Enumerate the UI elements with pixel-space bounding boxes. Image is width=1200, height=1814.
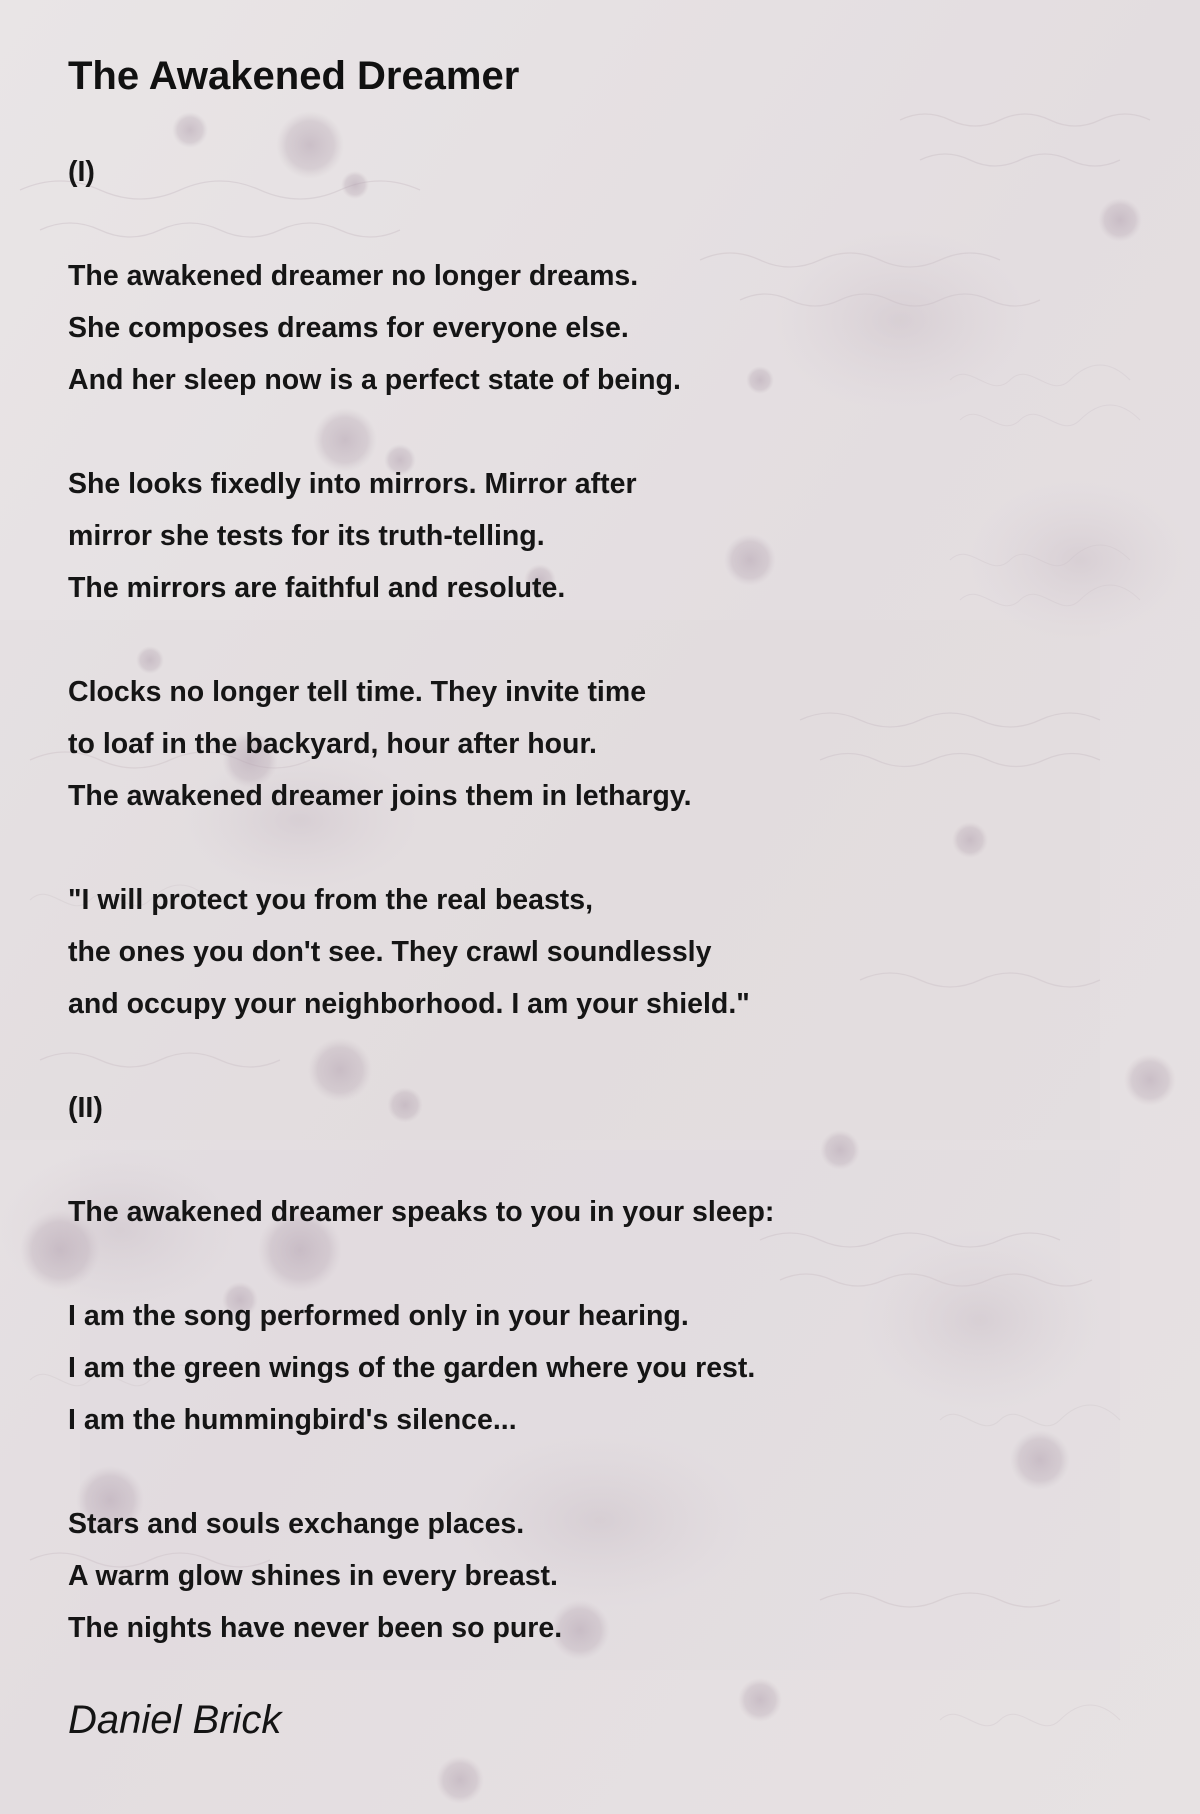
stanza-break [68, 1238, 1128, 1290]
poem-author: Daniel Brick [68, 1698, 282, 1742]
poem-line: to loaf in the backyard, hour after hour. [68, 728, 597, 760]
poem-line: the ones you don't see. They crawl soundlessly [68, 936, 712, 968]
poem-line: The nights have never been so pure. [68, 1612, 563, 1644]
stanza-break [68, 406, 1128, 458]
poem-body [68, 146, 1128, 1654]
poem-line: She looks fixedly into mirrors. Mirror after [68, 468, 637, 500]
stanza-break [68, 1446, 1128, 1498]
poem-line: I am the green wings of the garden where you rest. [68, 1352, 756, 1384]
poem-line: I am the song performed only in your hearing. [68, 1300, 689, 1332]
poem-line: and occupy your neighborhood. I am your shield." [68, 988, 750, 1020]
poem-line: The awakened dreamer joins them in lethargy. [68, 780, 692, 812]
poem-line: She composes dreams for everyone else. [68, 312, 629, 344]
stanza-break [68, 614, 1128, 666]
stanza-break [68, 198, 1128, 250]
stanza-break [68, 1134, 1128, 1186]
poem-line: Stars and souls exchange places. [68, 1508, 525, 1540]
poem-container [68, 50, 1128, 1745]
poem-line: (II) [68, 1092, 103, 1124]
poem-title: The Awakened Dreamer [68, 54, 520, 98]
poem-line: A warm glow shines in every breast. [68, 1560, 558, 1592]
poem-line: Clocks no longer tell time. They invite time [68, 676, 647, 708]
poem-line: I am the hummingbird's silence... [68, 1404, 517, 1436]
poem-line: "I will protect you from the real beasts, [68, 884, 594, 916]
poem-line: The awakened dreamer no longer dreams. [68, 260, 639, 292]
poem-line: mirror she tests for its truth-telling. [68, 520, 545, 552]
poem-line: (I) [68, 156, 95, 188]
poem-line: The mirrors are faithful and resolute. [68, 572, 566, 604]
poem-line: The awakened dreamer speaks to you in your sleep: [68, 1196, 775, 1228]
stanza-break [68, 1030, 1128, 1082]
poem-line: And her sleep now is a perfect state of being. [68, 364, 681, 396]
stanza-break [68, 822, 1128, 874]
